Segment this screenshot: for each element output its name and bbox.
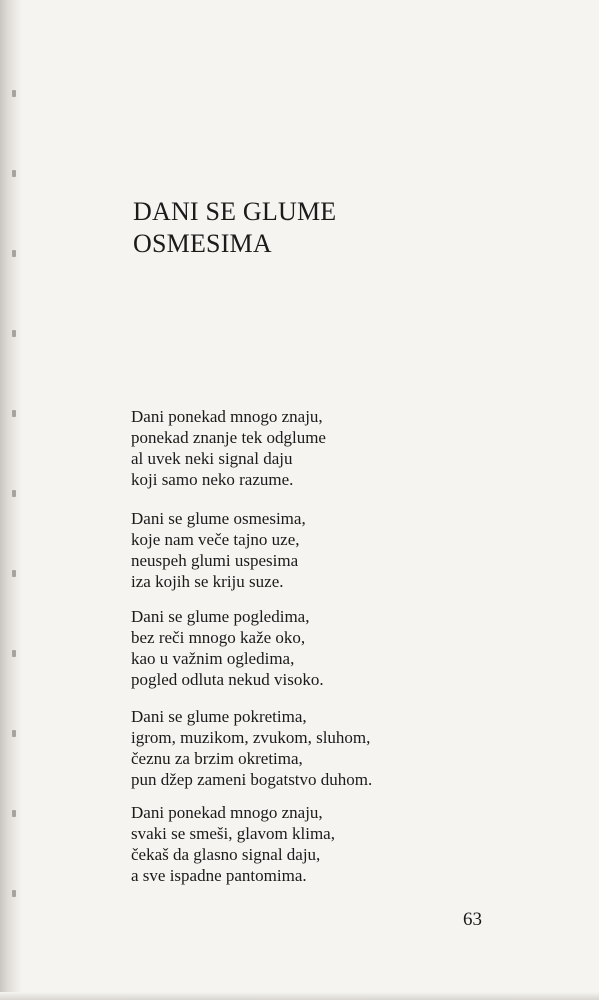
verse-line: neuspeh glumi uspesima — [131, 551, 299, 570]
verse-line: koji samo neko razume. — [131, 470, 294, 489]
binding-hole — [12, 490, 16, 497]
verse-line: igrom, muzikom, zvukom, sluhom, — [131, 728, 371, 747]
verse-line: kao u važnim ogledima, — [131, 649, 295, 668]
verse-line: pogled odluta nekud visoko. — [131, 670, 324, 689]
binding-hole — [12, 410, 16, 417]
stanza-5 — [131, 802, 335, 886]
verse-line: Dani se glume osmesima, — [131, 509, 306, 528]
stanza-3 — [131, 606, 324, 690]
verse-line: al uvek neki signal daju — [131, 449, 293, 468]
verse-line: Dani se glume pogledima, — [131, 607, 310, 626]
verse-line: bez reči mnogo kaže oko, — [131, 628, 306, 647]
poem-title-line: OSMESIMA — [133, 229, 272, 258]
verse-line: čeznu za brzim okretima, — [131, 749, 303, 768]
verse-line: svaki se smeši, glavom klima, — [131, 824, 335, 843]
verse-line: Dani ponekad mnogo znaju, — [131, 803, 323, 822]
stanza-1 — [131, 406, 326, 490]
binding-edge — [0, 0, 22, 1000]
verse-line: iza kojih se kriju suze. — [131, 572, 284, 591]
verse-line: ponekad znanje tek odglume — [131, 428, 326, 447]
stanza-4 — [131, 706, 372, 790]
binding-hole — [12, 650, 16, 657]
poem-title — [133, 196, 336, 260]
poem-title-line: DANI SE GLUME — [133, 197, 337, 226]
verse-line: Dani ponekad mnogo znaju, — [131, 407, 323, 426]
binding-hole — [12, 890, 16, 897]
verse-line: pun džep zameni bogatstvo duhom. — [131, 770, 373, 789]
verse-line: čekaš da glasno signal daju, — [131, 845, 321, 864]
binding-hole — [12, 810, 16, 817]
page-number: 63 — [463, 909, 482, 930]
verse-line: Dani se glume pokretima, — [131, 707, 307, 726]
stanza-2 — [131, 508, 306, 592]
verse-line: koje nam veče tajno uze, — [131, 530, 300, 549]
binding-hole — [12, 170, 16, 177]
binding-hole — [12, 730, 16, 737]
page-bottom-edge — [0, 992, 599, 1000]
binding-hole — [12, 330, 16, 337]
binding-hole — [12, 570, 16, 577]
binding-hole — [12, 90, 16, 97]
verse-line: a sve ispadne pantomima. — [131, 866, 307, 885]
binding-hole — [12, 250, 16, 257]
